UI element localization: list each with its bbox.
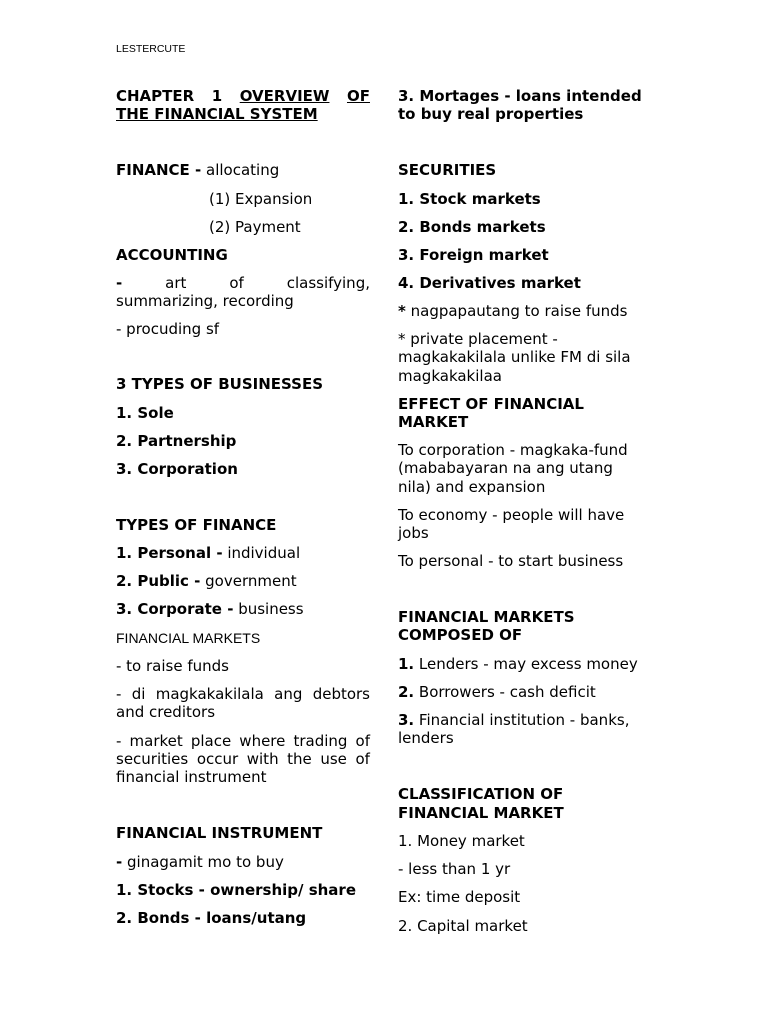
- finance-type-item: 2. Public - government: [116, 572, 297, 590]
- mortgages-item-cont: to buy real properties: [398, 105, 584, 123]
- chapter-title-line1: [116, 87, 370, 105]
- composed-item: 2. Borrowers - cash deficit: [398, 683, 596, 701]
- business-item: 2. Partnership: [116, 432, 237, 450]
- instrument-item: 2. Bonds - loans/utang: [116, 909, 307, 927]
- effect-point-cont: (mababayaran na ang utang: [398, 459, 613, 477]
- finance-type-item: 1. Personal - individual: [116, 544, 301, 562]
- effect-point: To personal - to start business: [398, 552, 624, 570]
- accounting-line3: - procuding sf: [116, 320, 220, 338]
- financial-markets-point: - di magkakakilala ang debtors: [116, 685, 370, 703]
- businesses-heading: 3 TYPES OF BUSINESSES: [116, 375, 324, 393]
- classification-line: - less than 1 yr: [398, 860, 511, 878]
- effect-point: To corporation - magkaka-fund: [398, 441, 628, 459]
- types-finance-heading: TYPES OF FINANCE: [116, 516, 277, 534]
- effect-point-cont: nila) and expansion: [398, 478, 546, 496]
- business-item: 1. Sole: [116, 404, 174, 422]
- financial-markets-point-cont: and creditors: [116, 703, 216, 721]
- chapter-word: OVERVIEW: [239, 87, 330, 105]
- composed-heading-cont: COMPOSED OF: [398, 626, 523, 644]
- classification-line: Ex: time deposit: [398, 888, 521, 906]
- effect-heading: EFFECT OF FINANCIAL: [398, 395, 584, 413]
- financial-instrument-heading: FINANCIAL INSTRUMENT: [116, 824, 323, 842]
- securities-item: 2. Bonds markets: [398, 218, 546, 236]
- classification-heading-cont: FINANCIAL MARKET: [398, 804, 564, 822]
- securities-note: * private placement -: [398, 330, 558, 348]
- financial-markets-heading: FINANCIAL MARKETS: [116, 630, 261, 646]
- securities-note: * nagpapautang to raise funds: [398, 302, 628, 320]
- effect-point-cont: jobs: [398, 524, 429, 542]
- accounting-heading: ACCOUNTING: [116, 246, 228, 264]
- composed-heading: FINANCIAL MARKETS: [398, 608, 575, 626]
- securities-note-cont: magkakakilala unlike FM di sila: [398, 348, 631, 366]
- securities-item: 4. Derivatives market: [398, 274, 581, 292]
- finance-item: (2) Payment: [209, 218, 301, 236]
- effect-point: To economy - people will have: [398, 506, 625, 524]
- financial-instrument-definition: - ginagamit mo to buy: [116, 853, 284, 871]
- classification-line: 2. Capital market: [398, 917, 528, 935]
- securities-heading: SECURITIES: [398, 161, 497, 179]
- document-header: LESTERCUTE: [116, 43, 186, 55]
- chapter-word: OF: [346, 87, 370, 105]
- chapter-title-line2: THE FINANCIAL SYSTEM: [116, 105, 318, 123]
- composed-item: 3. Financial institution - banks,: [398, 711, 630, 729]
- accounting-line2: summarizing, recording: [116, 292, 294, 310]
- securities-item: 3. Foreign market: [398, 246, 549, 264]
- financial-markets-point-cont: financial instrument: [116, 768, 267, 786]
- composed-item: 1. Lenders - may excess money: [398, 655, 638, 673]
- business-item: 3. Corporation: [116, 460, 238, 478]
- finance-type-item: 3. Corporate - business: [116, 600, 304, 618]
- accounting-line1: - art of classifying,: [116, 274, 370, 292]
- instrument-item: 1. Stocks - ownership/ share: [116, 881, 356, 899]
- financial-markets-point: - to raise funds: [116, 657, 229, 675]
- mortgages-item: 3. Mortages - loans intended: [398, 87, 642, 105]
- classification-heading: CLASSIFICATION OF: [398, 785, 564, 803]
- securities-item: 1. Stock markets: [398, 190, 541, 208]
- securities-note-cont: magkakakilaa: [398, 367, 502, 385]
- finance-item: (1) Expansion: [209, 190, 313, 208]
- financial-markets-point: - market place where trading of: [116, 732, 370, 750]
- financial-markets-point-cont: securities occur with the use of: [116, 750, 370, 768]
- classification-line: 1. Money market: [398, 832, 525, 850]
- finance-definition: FINANCE - allocating: [116, 161, 280, 179]
- chapter-word: CHAPTER: [116, 87, 195, 105]
- effect-heading-cont: MARKET: [398, 413, 469, 431]
- composed-item-cont: lenders: [398, 729, 454, 747]
- chapter-number: 1: [211, 87, 223, 105]
